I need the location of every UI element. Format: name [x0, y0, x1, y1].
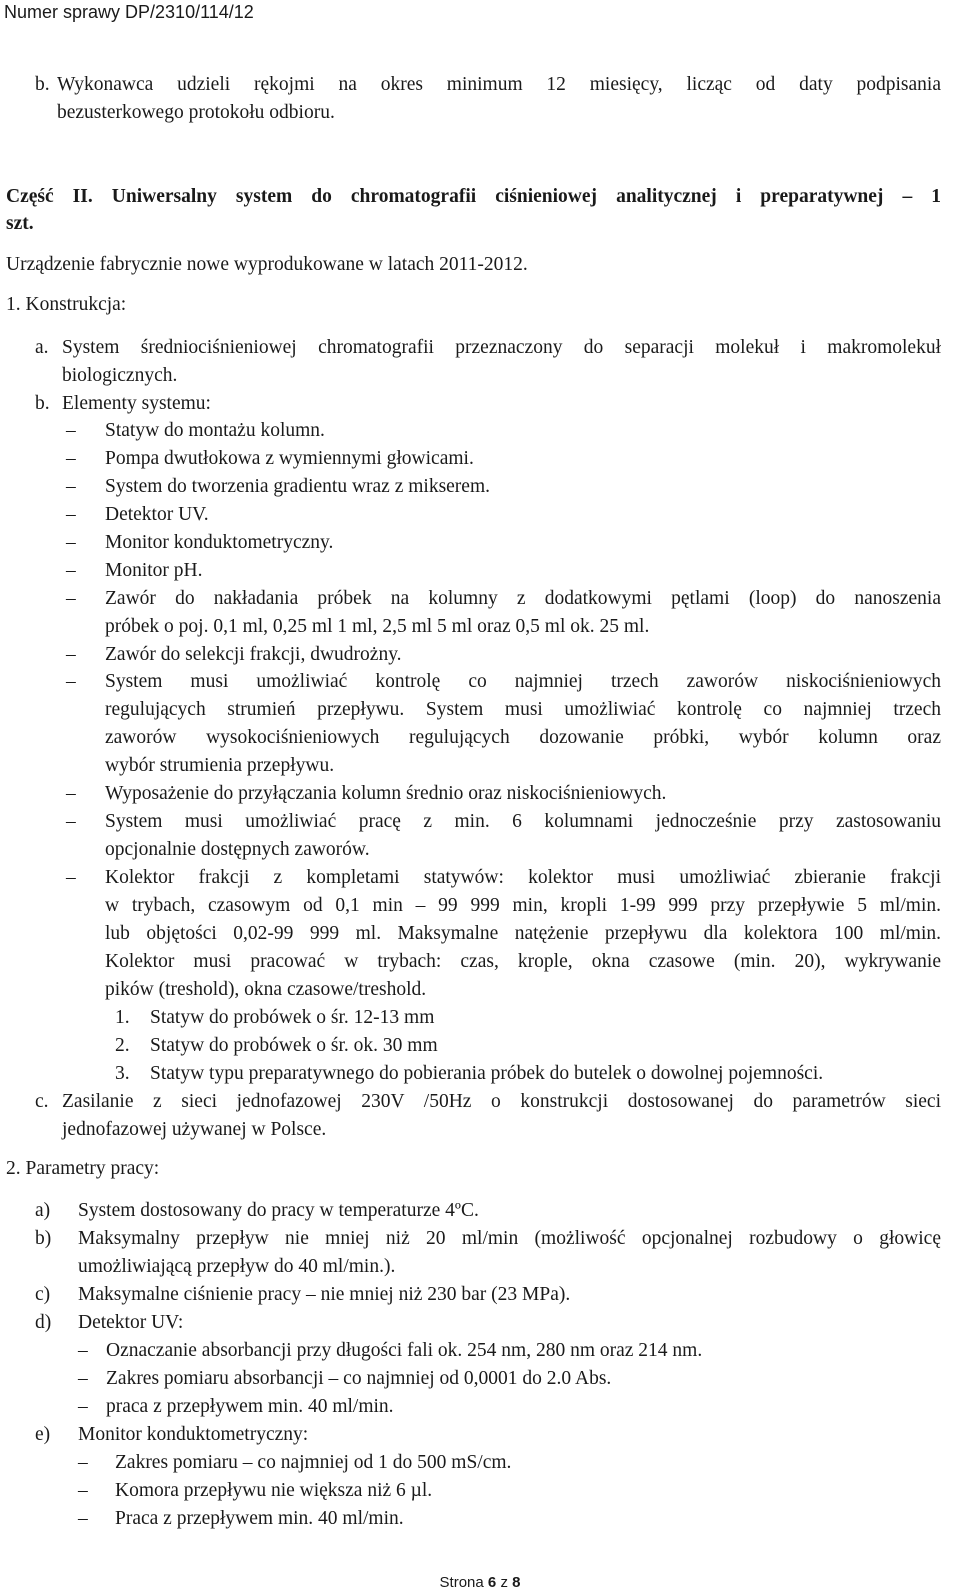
collector-line: Kolektor frakcji z kompletami statywów: kolektor musi umożliwiać zbieranie frakcji [105, 867, 941, 888]
columns-equipment: Wyposażenie do przyłączania kolumn średnio oraz niskociśnieniowych. [105, 783, 667, 804]
collector-line: w trybach, czasowym od 0,1 min – 99 999 min, kropli 1-99 999 przy przepływie 5 ml/min. [105, 895, 941, 916]
param-c-marker: c) [35, 1284, 51, 1305]
part-heading-line-2: szt. [6, 213, 34, 234]
uv-detector-item: Oznaczanie absorbancji przy długości fali ok. 254 nm, 280 nm oraz 214 nm. [106, 1340, 703, 1361]
page-label: Strona [439, 1574, 484, 1591]
page-of-label: z [500, 1574, 508, 1591]
fraction-valve: Zawór do selekcji frakcji, dwudrożny. [105, 644, 402, 665]
collector-line: lub objętości 0,02-99 999 ml. Maksymalne natężenie przepływu dla kolektora 100 ml/min. [105, 923, 941, 944]
valve-line-1: Zawór do nakładania próbek na kolumny z dodatkowymi pętlami (loop) do nanoszenia [105, 588, 941, 609]
conductometric-item: Zakres pomiaru – co najmniej od 1 do 500 mS/cm. [115, 1452, 512, 1473]
valves-line: zaworów wysokociśnieniowych regulujących dozowanie próbki, wybór kolumn oraz [105, 727, 941, 748]
param-d-marker: d) [35, 1312, 52, 1333]
item-c-marker: c. [35, 1091, 49, 1112]
total-pages-number: 8 [512, 1574, 521, 1591]
list-dash: – [66, 811, 76, 832]
current-page-number: 6 [487, 1574, 497, 1591]
list-dash: – [78, 1480, 88, 1501]
warranty-line-1: Wykonawca udzieli rękojmi na okres minimum 12 miesięcy, licząc od daty podpisania [57, 74, 941, 95]
rack-item: Statyw do probówek o śr. ok. 30 mm [150, 1035, 438, 1056]
list-dash: – [66, 588, 76, 609]
six-columns-line-1: System musi umożliwiać pracę z min. 6 kolumnami jednocześnie przy zastosowaniu [105, 811, 941, 832]
part-heading-line-1: Część II. Uniwersalny system do chromatografii ciśnieniowej analitycznej i preparatywnej – 1 [6, 186, 941, 207]
list-item: Detektor UV. [105, 504, 209, 525]
list-item: System do tworzenia gradientu wraz z mikserem. [105, 476, 491, 497]
list-dash: – [66, 504, 76, 525]
list-dash: – [66, 644, 76, 665]
six-columns-line-2: opcjonalnie dostępnych zaworów. [105, 839, 370, 860]
param-b-line-1: Maksymalny przepływ nie mniej niż 20 ml/min (możliwość opcjonalnej rozbudowy o głowicę [78, 1228, 941, 1249]
list-dash: – [66, 448, 76, 469]
param-b-marker: b) [35, 1228, 52, 1249]
warranty-line-2: bezusterkowego protokołu odbioru. [57, 102, 335, 123]
collector-line: pików (treshold), okna czasowe/treshold. [105, 979, 427, 1000]
list-item: Statyw do montażu kolumn. [105, 420, 325, 441]
list-dash: – [78, 1452, 88, 1473]
manufacture-note: Urządzenie fabrycznie nowe wyprodukowane w latach 2011-2012. [6, 254, 528, 275]
list-item: Pompa dwutłokowa z wymiennymi głowicami. [105, 448, 474, 469]
param-a-marker: a) [35, 1200, 51, 1221]
list-dash: – [66, 671, 76, 692]
list-dash: – [66, 476, 76, 497]
section-1-heading: 1. Konstrukcja: [6, 294, 127, 315]
page-footer [0, 1574, 960, 1592]
item-a-marker: a. [35, 337, 49, 358]
item-c-line-2: jednofazowej używanej w Polsce. [62, 1119, 327, 1140]
rack-number: 3. [115, 1063, 130, 1084]
collector-line: Kolektor musi pracować w trybach: czas, krople, okna czasowe (min. 20), wykrywanie [105, 951, 941, 972]
rack-number: 1. [115, 1007, 130, 1028]
list-dash: – [66, 532, 76, 553]
rack-item: Statyw do probówek o śr. 12-13 mm [150, 1007, 435, 1028]
param-e-heading: Monitor konduktometryczny: [78, 1424, 309, 1445]
list-dash: – [78, 1340, 88, 1361]
list-item: Monitor konduktometryczny. [105, 532, 334, 553]
list-dash: – [66, 867, 76, 888]
valves-line: regulujących strumień przepływu. System musi umożliwiać kontrolę co najmniej trzech [105, 699, 941, 720]
conductometric-item: Praca z przepływem min. 40 ml/min. [115, 1508, 404, 1529]
warranty-marker: b. [35, 74, 50, 95]
case-number-header: Numer sprawy DP/2310/114/12 [4, 2, 254, 22]
uv-detector-item: praca z przepływem min. 40 ml/min. [106, 1396, 394, 1417]
section-2-heading: 2. Parametry pracy: [6, 1158, 160, 1179]
valves-line: System musi umożliwiać kontrolę co najmniej trzech zaworów niskociśnieniowych [105, 671, 941, 692]
param-e-marker: e) [35, 1424, 51, 1445]
list-dash: – [66, 560, 76, 581]
param-b-line-2: umożliwiającą przepływ do 40 ml/min.). [78, 1256, 396, 1277]
item-b-marker: b. [35, 393, 50, 414]
list-dash: – [66, 420, 76, 441]
param-d-heading: Detektor UV: [78, 1312, 184, 1333]
list-item: Monitor pH. [105, 560, 203, 581]
rack-item: Statyw typu preparatywnego do pobierania próbek do butelek o dowolnej pojemności. [150, 1063, 824, 1084]
item-a-line-2: biologicznych. [62, 365, 178, 386]
uv-detector-item: Zakres pomiaru absorbancji – co najmniej od 0,0001 do 2.0 Abs. [106, 1368, 612, 1389]
list-dash: – [66, 783, 76, 804]
conductometric-item: Komora przepływu nie większa niż 6 µl. [115, 1480, 433, 1501]
list-dash: – [78, 1508, 88, 1529]
list-dash: – [78, 1368, 88, 1389]
rack-number: 2. [115, 1035, 130, 1056]
param-c-text: Maksymalne ciśnienie pracy – nie mniej niż 230 bar (23 MPa). [78, 1284, 571, 1305]
param-a-text: System dostosowany do pracy w temperaturze 4ºC. [78, 1200, 479, 1221]
item-b-heading: Elementy systemu: [62, 393, 211, 414]
valve-line-2: próbek o poj. 0,1 ml, 0,25 ml 1 ml, 2,5 ml 5 ml oraz 0,5 ml ok. 25 ml. [105, 616, 650, 637]
item-c-line-1: Zasilanie z sieci jednofazowej 230V /50Hz o konstrukcji dostosowanej do parametrów sieci [62, 1091, 941, 1112]
valves-line: wybór strumienia przepływu. [105, 755, 335, 776]
list-dash: – [78, 1396, 88, 1417]
item-a-line-1: System średniociśnieniowej chromatografii przeznaczony do separacji molekuł i makromolekuł [62, 337, 941, 358]
